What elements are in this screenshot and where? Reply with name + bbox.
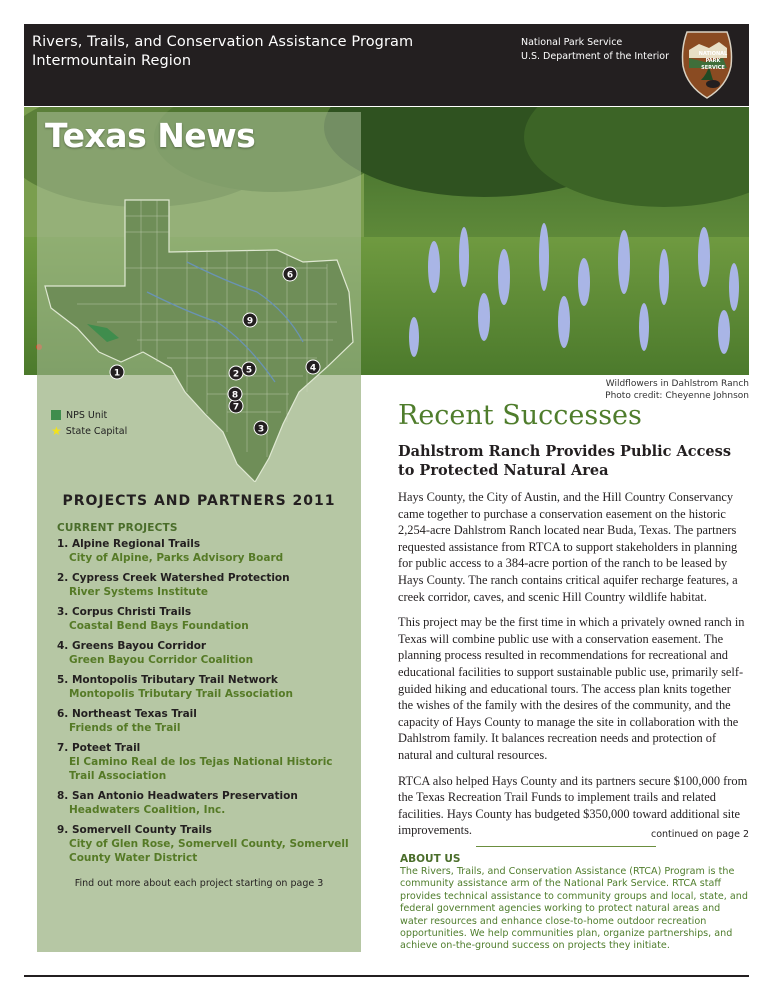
project-name: 1. Alpine Regional Trails — [57, 538, 201, 550]
agency-line-1: National Park Service — [521, 37, 623, 48]
agency-line-2: U.S. Department of the Interior — [521, 51, 669, 62]
legend-state-capital — [51, 423, 127, 439]
article-paragraph-3: RTCA also helped Hays County and its partners secure $100,000 from the Texas Recreation Trail Funds to implement trails and related facilities. Hays County has budgeted $350,000 toward additional site improvements. — [398, 773, 748, 838]
project-partner: City of Alpine, Parks Advisory Board — [69, 552, 284, 564]
about-text: The Rivers, Trails, and Conservation Assistance (RTCA) Program is the community assistance arm of the National Park Service. RTCA staff provides technical assistance to community groups and local, state, and federal government agencies working to protect natural areas and water resources and enhance close-to-home outdoor recreation opportunities. We help communities plan, organize partnerships, and achieve on-the-ground success on projects they initiate. — [400, 866, 748, 952]
project-name: 9. Somervell County Trails — [57, 824, 212, 836]
section-title: Recent Successes — [398, 400, 642, 431]
list-item — [57, 673, 357, 701]
program-line-2: Intermountain Region — [32, 53, 192, 69]
project-partner: City of Glen Rose, Somervell County, Somervell County Water District — [69, 838, 349, 864]
legend-nps-unit-label: NPS Unit — [66, 409, 108, 421]
about-heading: ABOUT US — [400, 853, 461, 865]
article-paragraph-1: Hays County, the City of Austin, and the Hill Country Conservancy came together to purchase a conservation easement on the historic 2,254-acre Dahlstrom Ranch located near Buda, Texas. The partners requested assistance from RTCA to support stakeholders in planning for public access to a 384-acre portion of the ranch to be leased by Hays County. The ranch contains critical aquifer recharge features, a creek corridor, caves, and scenic Hill Country wildlife habitat. — [398, 490, 738, 604]
project-partner: El Camino Real de los Tejas National Historic Trail Association — [69, 756, 333, 782]
project-partner: Friends of the Trail — [69, 722, 181, 734]
marker-8 — [228, 387, 242, 401]
project-name: 4. Greens Bayou Corridor — [57, 640, 207, 652]
badge-line-1: NATIONAL — [698, 51, 728, 57]
photo-caption — [540, 378, 749, 402]
project-name: 5. Montopolis Tributary Trail Network — [57, 674, 278, 686]
caption-line-2: Photo credit: Cheyenne Johnson — [605, 391, 749, 401]
project-partner: Montopolis Tributary Trail Association — [69, 688, 293, 700]
project-list — [57, 537, 357, 871]
list-item — [57, 639, 357, 667]
list-item — [57, 823, 357, 865]
project-partner: Green Bayou Corridor Coalition — [69, 654, 254, 666]
list-item — [57, 789, 357, 817]
list-item — [57, 605, 357, 633]
marker-1-label: 1 — [113, 368, 121, 379]
marker-2-label: 2 — [232, 369, 240, 380]
project-name: 6. Northeast Texas Trail — [57, 708, 197, 720]
map-legend — [51, 407, 127, 439]
projects-footer-note: Find out more about each project starting on page 3 — [74, 878, 324, 889]
project-partner: Coastal Bend Bays Foundation — [69, 620, 249, 632]
marker-8-label: 8 — [231, 390, 239, 401]
badge-line-2: PARK — [705, 58, 721, 64]
marker-4-label: 4 — [309, 363, 317, 374]
article-headline: Dahlstrom Ranch Provides Public Access to Protected Natural Area — [398, 443, 731, 479]
newsletter-title: Texas News — [45, 116, 256, 155]
list-item — [57, 707, 357, 735]
legend-state-capital-label: State Capital — [65, 425, 128, 437]
project-partner: River Systems Institute — [69, 586, 209, 598]
list-item — [57, 571, 357, 599]
legend-nps-unit — [51, 407, 127, 423]
project-name: 3. Corpus Christi Trails — [57, 606, 192, 618]
agency-name — [521, 36, 669, 64]
continued-note: continued on page 2 — [650, 829, 749, 840]
project-name: 7. Poteet Trail — [57, 742, 141, 754]
marker-2 — [229, 366, 243, 380]
marker-9 — [243, 313, 257, 327]
marker-1 — [110, 365, 124, 379]
left-panel — [37, 112, 361, 952]
marker-7-label: 7 — [232, 402, 240, 413]
program-line-1: Rivers, Trails, and Conservation Assistance Program — [32, 34, 414, 50]
marker-9-label: 9 — [246, 316, 254, 327]
bottom-divider — [24, 975, 749, 977]
caption-line-1: Wildflowers in Dahlstrom Ranch — [605, 379, 749, 389]
article-paragraph-2: This project may be the first time in which a privately owned ranch in Texas will combine public use with a conservation easement. The planning process resulted in recommendations for recreational and educational facilities to support sustainable public use, primarily self-guided hiking and educational tours. The access plan knits together the wishes of the family with the desires of the community, and the capacity of Hays County to manage the site in collaboration with the Dahlstrom family. It balances recreation needs and protection of natural and cultural resources. — [398, 615, 745, 762]
article-body — [398, 489, 749, 848]
marker-3 — [254, 421, 268, 435]
header-band — [24, 24, 749, 106]
nps-arrowhead-logo — [679, 28, 735, 100]
marker-3-label: 3 — [257, 424, 265, 435]
projects-heading: PROJECTS AND PARTNERS 2011 — [62, 493, 336, 509]
marker-6 — [283, 267, 297, 281]
marker-6-label: 6 — [286, 270, 294, 281]
nps-unit-swatch-icon — [51, 410, 61, 420]
marker-4 — [306, 360, 320, 374]
program-name — [32, 33, 413, 71]
project-partner: Headwaters Coalition, Inc. — [69, 804, 226, 816]
list-item — [57, 741, 357, 783]
project-name: 8. San Antonio Headwaters Preservation — [57, 790, 298, 802]
marker-5 — [242, 362, 256, 376]
current-projects-subheading: CURRENT PROJECTS — [57, 522, 178, 534]
list-item — [57, 537, 357, 565]
marker-5-label: 5 — [245, 365, 253, 376]
project-name: 2. Cypress Creek Watershed Protection — [57, 572, 290, 584]
divider — [476, 846, 656, 847]
badge-line-3: SERVICE — [701, 65, 725, 71]
star-icon: ★ — [51, 424, 62, 438]
